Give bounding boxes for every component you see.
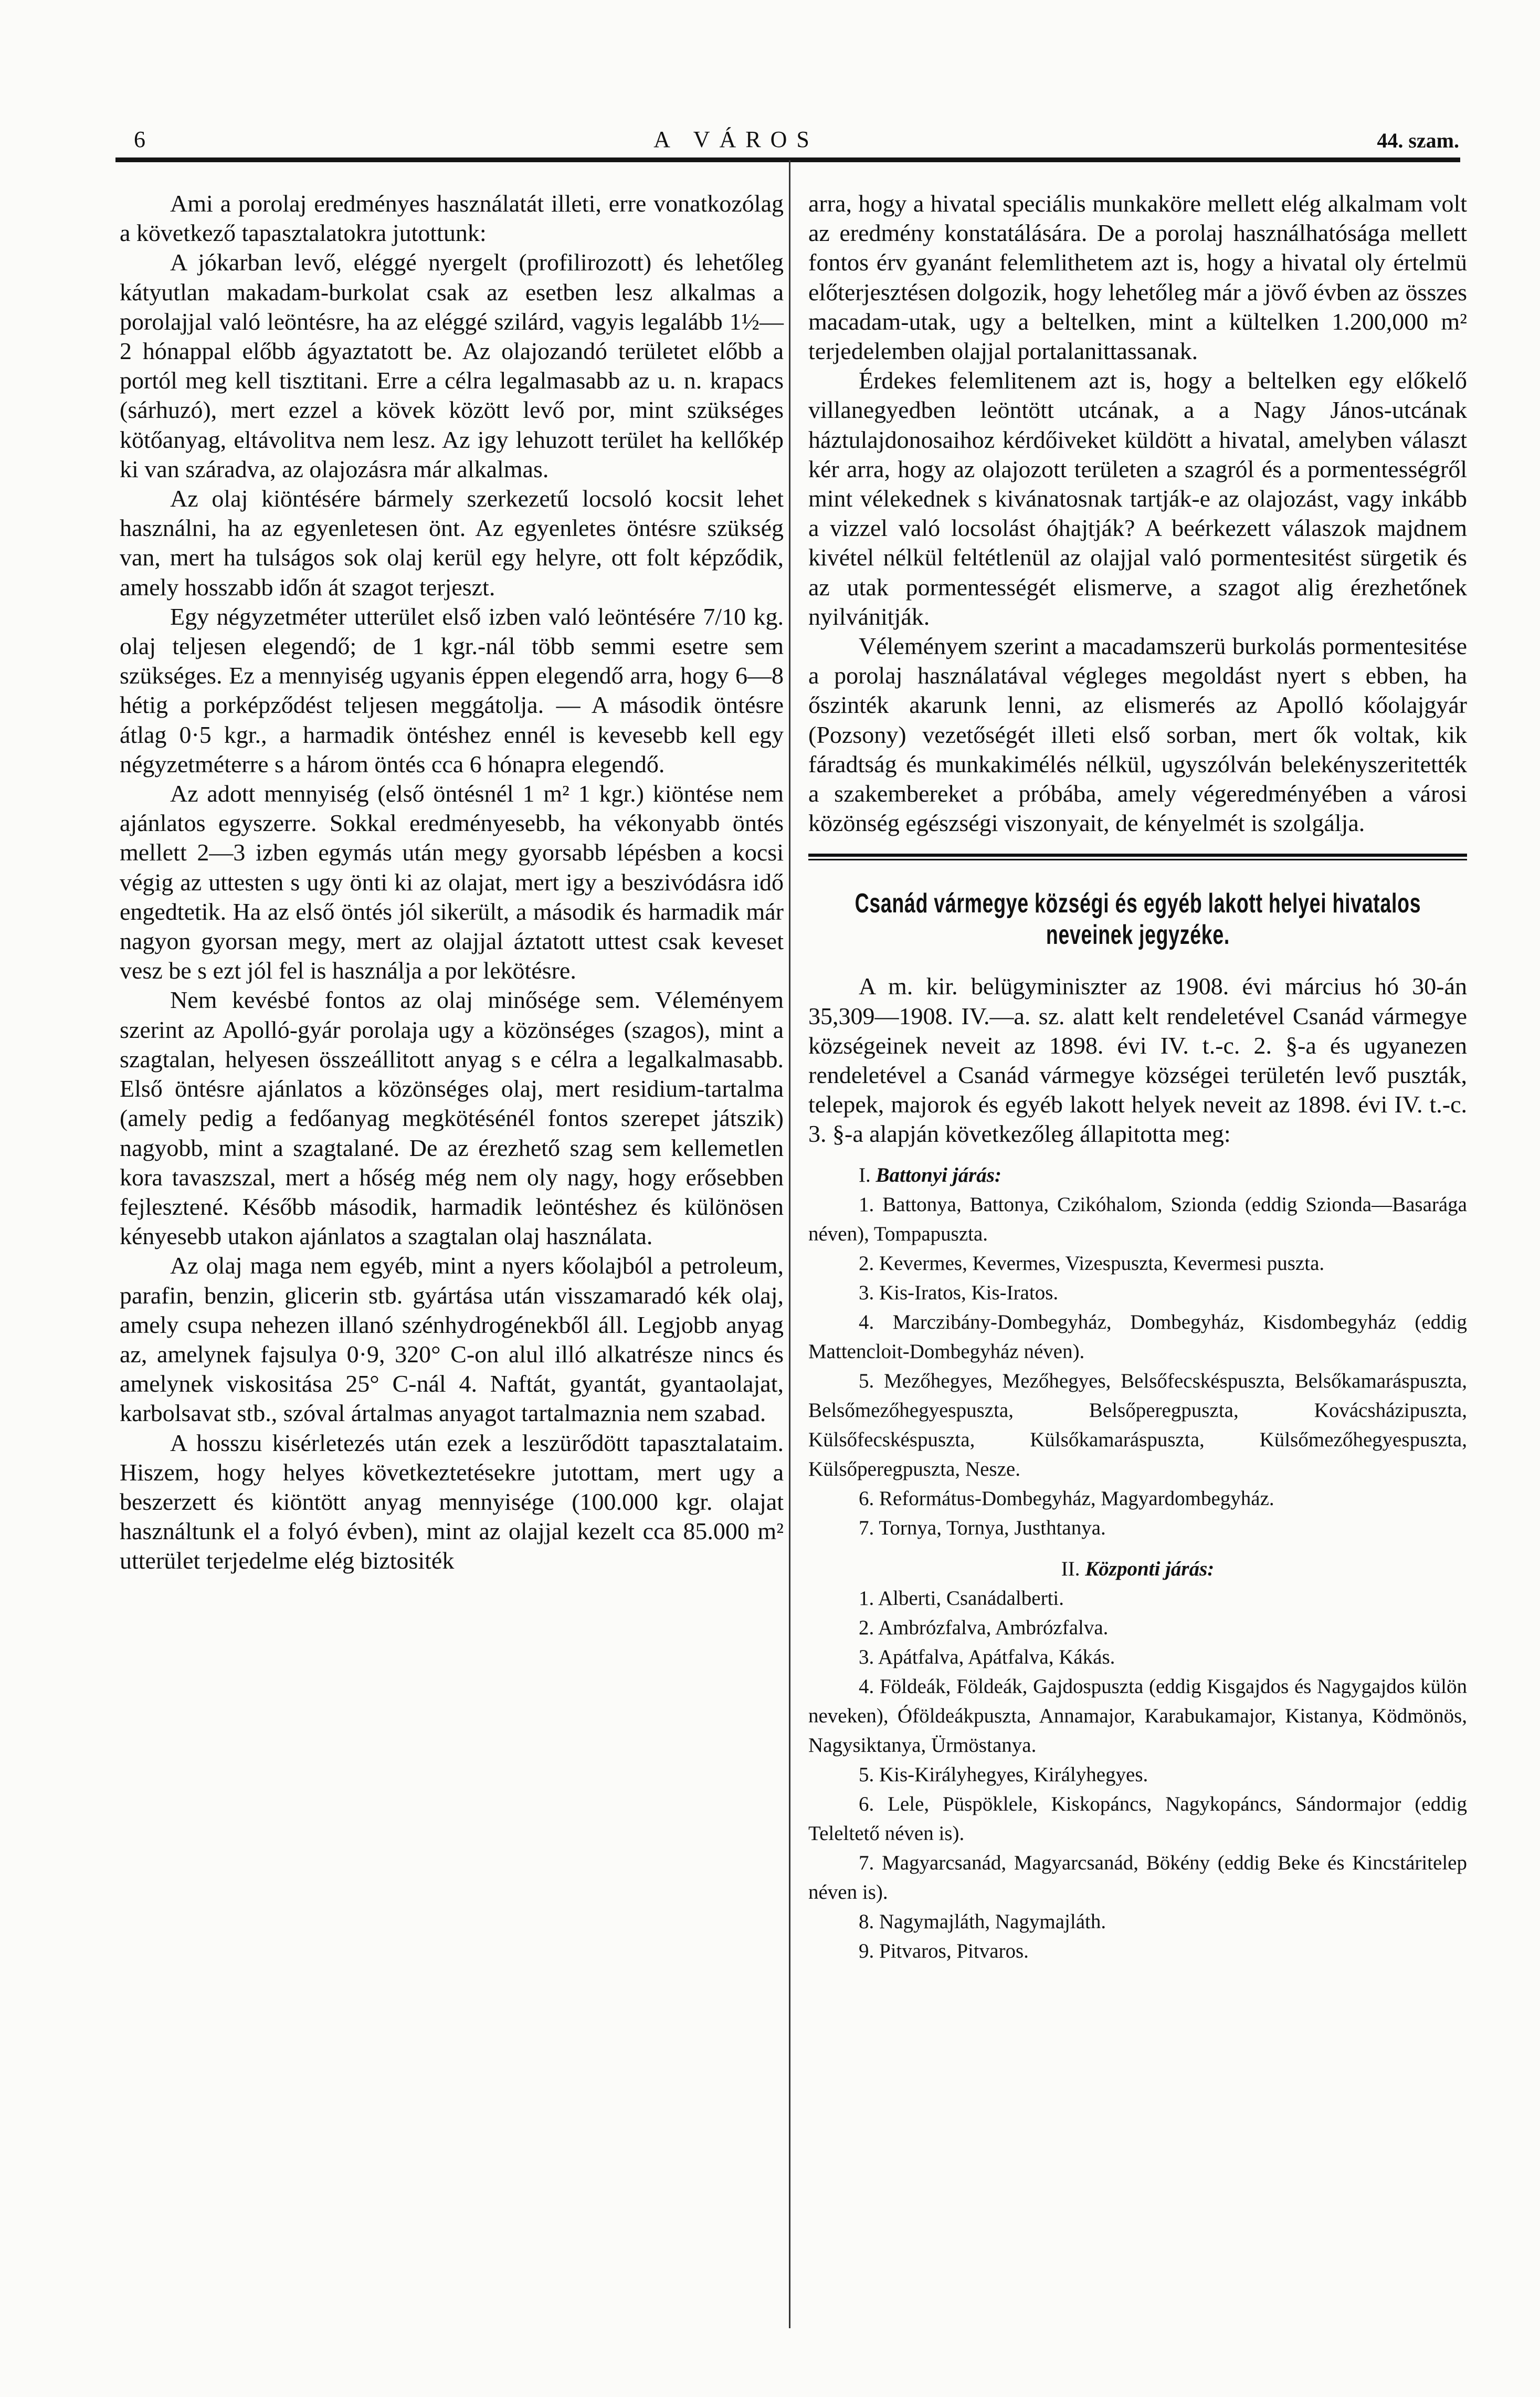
list-item: 3. Apátfalva, Apátfalva, Kákás.: [859, 1645, 1115, 1668]
list-item: 1. Battonya, Battonya, Czikóhalom, Szionda (eddig Szionda—Basarága néven), Tompapuszta.: [808, 1193, 1467, 1245]
list-item: 8. Nagymajláth, Nagymajláth.: [859, 1910, 1106, 1933]
publication-title: A VÁROS: [653, 127, 819, 152]
district-number: II.: [1061, 1557, 1080, 1580]
column-divider: [789, 160, 790, 2328]
list-item: 4. Marczibány-Dombegyház, Dombegyház, Kisdombegyház (eddig Mattencloit-Dombegyház néven).: [808, 1310, 1467, 1363]
list-item: 5. Mezőhegyes, Mezőhegyes, Belsőfecskéspuszta, Belsőkamaráspuszta, Belsőmezőhegyespuszta, Belsőperegpuszta, Kovácsházipuszta, Külsőfecskéspuszta, Külsőkamaráspuszta, Külsőmezőhegyespuszta, Külsőperegpuszta, Nesze.: [808, 1369, 1467, 1480]
district-number: I.: [859, 1163, 871, 1186]
district-name: Központi járás:: [1085, 1557, 1215, 1580]
paragraph: Az adott mennyiség (első öntésnél 1 m² 1 kgr.) kiöntése nem ajánlatos egyszerre. Sokkal eredményesebb, ha vékonyabb öntés mellett 2—3 izben egymás után megy gyorsabb lépésben a kocsi végig az uttesten s ugy önti ki az olajat, mert igy a beszivódásra idő engedtetik. Ha az első öntés jól sikerült, a második és harmadik már nagyon gyorsan megy, mert az olajjal áztatott uttest csak keveset vesz be s ezt jól fel is használja a por lekötésre.: [120, 780, 784, 984]
list-item: 7. Magyarcsanád, Magyarcsanád, Bökény (eddig Beke és Kincstáritelep néven is).: [808, 1851, 1467, 1904]
paragraph: Egy négyzetméter utterület első izben való leöntésére 7/10 kg. olaj teljesen elegendő; de 1 kgr.-nál több semmi esetre sem szükséges. Ez a mennyiség ugyanis éppen elegendő arra, hogy 6—8 hétig a porképződést teljesen meggátolja. — A második öntésre átlag 0·5 kgr., a harmadik öntéshez ennél is kevesebb kell egy négyzetméterre s a három öntés cca 6 hónapra elegendő.: [120, 603, 784, 777]
list-item: 5. Kis-Királyhegyes, Királyhegyes.: [859, 1763, 1148, 1786]
article-intro: A m. kir. belügyminiszter az 1908. évi március hó 30-án 35,309—1908. IV.—a. sz. alatt kelt rendeletével Csanád vármegye községeinek neveit az 1898. évi IV. t.-c. 2. §-a és ugyanezen rendeletével a Csanád vármegye községei területén levő puszták, telepek, majorok és egyéb lakott helyek neveit az 1898. évi IV. t.-c. 3. §-a alapján következőleg állapitotta meg:: [808, 973, 1467, 1148]
list-item: 2. Kevermes, Kevermes, Vizespuszta, Kevermesi puszta.: [859, 1252, 1325, 1275]
list-item: 1. Alberti, Csanádalberti.: [859, 1586, 1064, 1610]
article-separator: [808, 854, 1467, 860]
paragraph: Nem kevésbé fontos az olaj minősége sem. Véleményem szerint az Apolló-gyár porolaja ugy a közönséges (szagos), mint a szagtalan, helyesen összeállitott anyag s e célra a legalkalmasabb. Első öntésre ajánlatos a közönséges olaj, mert residium-tartalma (amely pedig a fedőanyag megkötésénél fontos szerepet játszik) nagyobb, mint a szagtalané. De az érezhető szag sem kellemetlen kora tavaszszal, mert a hőség még nem oly nagy, hogy erősebben fejlesztené. Később második, harmadik leöntéshez és különösen kényesebb utakon ajánlatos a szagtalan olaj használata.: [120, 986, 784, 1250]
paragraph: Az olaj maga nem egyéb, mint a nyers kőolajból a petroleum, parafin, benzin, glicerin stb. gyártása után visszamaradó kék olaj, amely csupa nehezen illanó szénhydrogénekből áll. Legjobb anyag az, amelynek fajsulya 0·9, 320° C-on alul illó alkatrésze nincs és amelynek viskositása 25° C-nál 4. Naftát, gyantát, gyantaolajat, karbolsavat stb., szóval ártalmas anyagot tartalmaznia nem szabad.: [120, 1252, 784, 1427]
running-header: [118, 126, 1459, 157]
district-list: [808, 1161, 1467, 1966]
issue-number: 44. szam.: [1377, 129, 1459, 152]
paragraph: A hosszu kisérletezés után ezek a leszürődött tapasztalataim. Hiszem, hogy helyes következtetésekre jutottam, mert ugy a beszerzett és kiöntött anyag mennyisége (100.000 kgr. olajat használtunk el a folyó évben), mint az olajjal kezelt cca 85.000 m² utterület terjedelme elég biztositék: [120, 1429, 784, 1574]
paragraph: Érdekes felemlitenem azt is, hogy a beltelken egy előkelő villanegyedben leöntött utcának, a a Nagy János-utcának háztulajdonosaihoz kérdőiveket küldött a hivatal, amelyben választ kér arra, hogy az olajozott területen a szagról és a pormentességről mint vélekednek s kivánatosnak tartják-e az olajozást, vagy inkább a vizzel való locsolást óhajtják? A beérkezett válaszok majdnem kivétel nélkül feltétlenül az olajjal való pormentesitést sürgetik és az utak pormentességét elismerve, a szagot alig érezhetőnek nyilvánitják.: [808, 367, 1467, 630]
right-column: [808, 189, 1467, 1966]
paragraph: Az olaj kiöntésére bármely szerkezetű locsoló kocsit lehet használni, ha az egyenletesen önt. Az egyenletes öntésre szükség van, mert ha tulságos sok olaj kerül egy helyre, ott folt képződik, amely hosszabb időn át szagot terjeszt.: [120, 485, 784, 601]
list-item: 3. Kis-Iratos, Kis-Iratos.: [859, 1281, 1059, 1304]
paragraph: arra, hogy a hivatal speciális munkaköre mellett elég alkalmam volt az eredmény konstatálására. De a porolaj használhatósága mellett fontos érv gyanánt felemlithetem azt is, hogy a hivatal oly értelmü előterjesztésen dolgozik, hogy lehetőleg már a jövő évben az összes macadam-utak, ugy a beltelken, mint a kültelken 1.200,000 m² terjedelemben olajjal portalanittassanak.: [808, 190, 1467, 365]
list-item: 7. Tornya, Tornya, Justhtanya.: [859, 1516, 1106, 1539]
page-number: 6: [134, 127, 145, 152]
paragraph: Véleményem szerint a macadamszerü burkolás pormentesitése a porolaj használatával végleges megoldást nyert s ebben, ha őszinték akarunk lenni, az elismerés az Apolló kőolajgyár (Pozsony) vezetőségét illeti első sorban, mert ők voltak, kik fáradtság és munkakimélés nélkül, ugyszólván belekényszeritették a szakembereket a próbába, amely végeredményében a városi közönség egészségi viszonyait, de kényelmét is szolgálja.: [808, 633, 1467, 837]
district-name: Battonyi járás:: [876, 1163, 1001, 1186]
paragraph: A jókarban levő, eléggé nyergelt (profilirozott) és lehetőleg kátyutlan makadam-burkolat csak az esetben lesz alkalmas a porolajjal való leöntésre, ha az eléggé szilárd, vagyis legalább 1½—2 hónappal előbb ágyaztatott be. Az olajozandó területet előbb a portól meg kell tisztitani. Erre a célra legalmasabb az u. n. krapacs (sárhuzó), mert ezzel a kövek között levő por, mint szükséges kötőanyag, eltávolitva nem lesz. Az igy lehuzott terület ha kellőkép ki van száradva, az olajozásra már alkalmas.: [120, 249, 784, 482]
list-item: 6. Református-Dombegyház, Magyardombegyház.: [859, 1487, 1274, 1510]
list-item: 9. Pitvaros, Pitvaros.: [859, 1939, 1029, 1962]
paragraph: Ami a porolaj eredményes használatát illeti, erre vonatkozólag a következő tapasztalatokra jutottunk:: [120, 190, 784, 247]
district-heading: [808, 1161, 1467, 1190]
header-rule: [115, 157, 1460, 162]
list-item: 2. Ambrózfalva, Ambrózfalva.: [859, 1616, 1109, 1639]
list-item: 4. Földeák, Földeák, Gajdospuszta (eddig Kisgajdos és Nagygajdos külön neveken), Óföldeákpuszta, Annamajor, Karabukamajor, Kistanya, Ködmönös, Nagysiktanya, Ürmöstanya.: [808, 1675, 1467, 1757]
left-column: [120, 189, 784, 1576]
article-headline: Csanád vármegye községi és egyéb lakott helyei hivatalos neveinek jegyzéke.: [855, 888, 1421, 951]
list-item: 6. Lele, Püspöklele, Kiskopáncs, Nagykopáncs, Sándormajor (eddig Teleltető néven is).: [808, 1792, 1467, 1845]
district-heading: [808, 1554, 1467, 1584]
